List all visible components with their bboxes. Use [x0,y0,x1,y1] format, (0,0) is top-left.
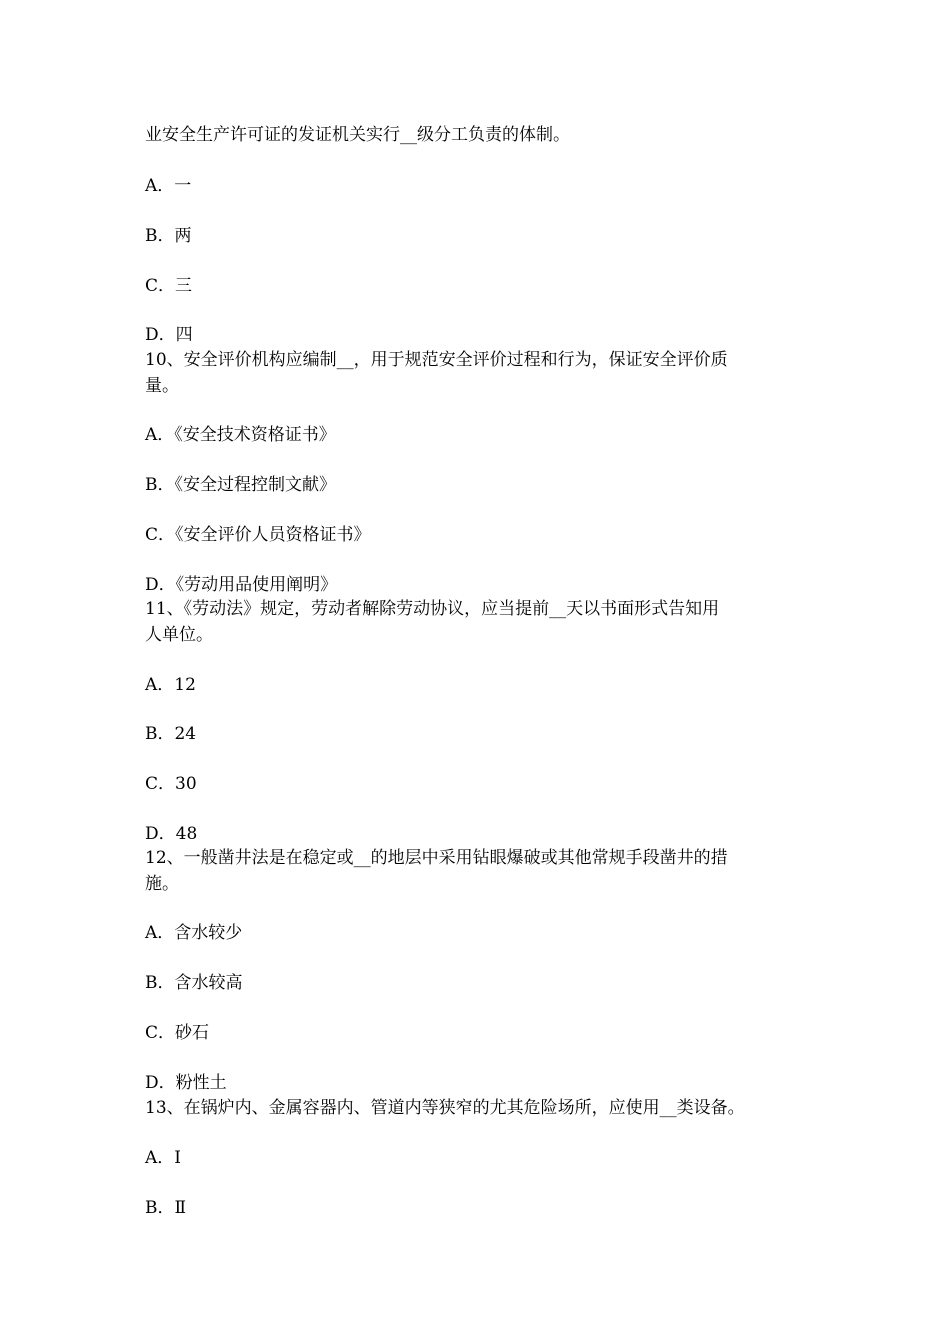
question-9-option-b: B．两 [145,226,192,246]
question-11-stem-wrap: 人单位。 [145,625,213,645]
question-11-option-c: C．30 [145,774,197,794]
question-12-option-a: A．含水较少 [145,923,243,943]
question-11-stem: 11、《劳动法》规定，劳动者解除劳动协议，应当提前__天以书面形式告知用 [145,599,720,619]
question-10-option-c: C．《安全评价人员资格证书》 [145,525,371,545]
question-9-option-c: C．三 [145,276,193,296]
question-13-stem: 13、在锅炉内、金属容器内、管道内等狭窄的尤其危险场所，应使用__类设备。 [145,1098,745,1118]
question-12-stem-wrap: 施。 [145,874,179,894]
question-12-option-b: B．含水较高 [145,973,243,993]
question-12-option-c: C．砂石 [145,1023,210,1043]
question-11-option-b: B．24 [145,724,197,744]
question-9-option-d: D．四 [145,325,193,345]
question-10-stem-wrap: 量。 [145,376,179,396]
question-10-stem: 10、安全评价机构应编制__，用于规范安全评价过程和行为，保证安全评价质 [145,350,728,370]
question-11-option-d: D．48 [145,824,198,844]
question-9-stem-continued: 业安全生产许可证的发证机关实行__级分工负责的体制。 [145,125,570,145]
question-9-option-a: A．一 [145,176,192,196]
question-12-stem: 12、一般凿井法是在稳定或__的地层中采用钻眼爆破或其他常规手段凿井的措 [145,848,728,868]
question-10-option-d: D．《劳动用品使用阐明》 [145,575,338,595]
question-13-option-b: B．Ⅱ [145,1198,187,1218]
question-11-option-a: A．12 [145,675,196,695]
question-10-option-b: B．《安全过程控制文献》 [145,475,336,495]
question-13-option-a: A．Ⅰ [145,1148,181,1168]
question-12-option-d: D．粉性土 [145,1073,227,1093]
question-10-option-a: A．《安全技术资格证书》 [145,425,336,445]
